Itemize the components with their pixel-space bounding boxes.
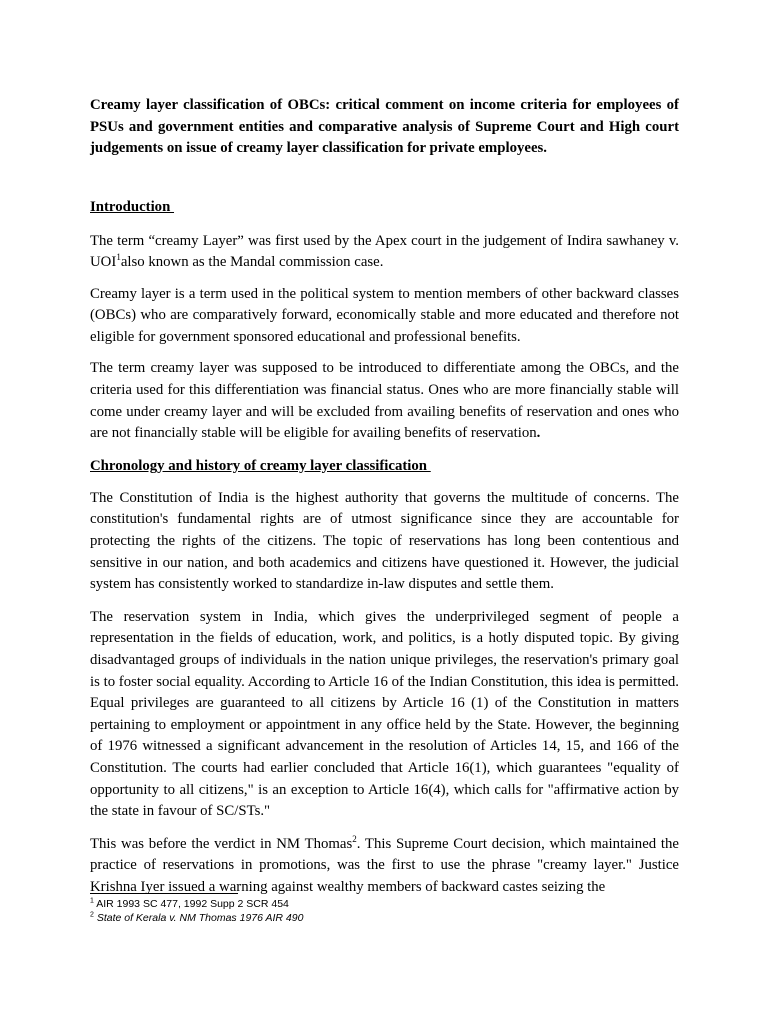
paragraph-nm-thomas (90, 834, 679, 899)
footnote-number: 2 (90, 911, 94, 919)
footnote-number: 1 (90, 897, 94, 905)
paragraph-text: The term creamy layer was supposed to be introduced to differentiate among the OBCs, and the criteria used for this differentiation was financial status. Ones who are more financially stable will come under creamy layer and will be excluded from availing benefits of reservation and ones who are not financially stable will be eligible for availing benefits of reservation (90, 360, 679, 442)
footnote-text: State of Kerala v. NM Thomas 1976 AIR 490 (93, 912, 304, 924)
paragraph-text: This was before the verdict in NM Thomas (90, 835, 353, 852)
paragraph-constitution: The Constitution of India is the highest authority that governs the multitude of concerns. The constitution's fundamental rights are of utmost significance since they are accountable for protecting the rights of the citizens. The topic of reservations has long been contentious and sensitive in our nation, and both academics and citizens have questioned it. However, the judicial system has consistently worked to standardize in-law disputes and settle them. (90, 489, 679, 593)
paragraph-creamy-layer-definition: Creamy layer is a term used in the political system to mention members of other backward classes (OBCs) who are comparatively forward, economically stable and more educated and therefore not eligible for government sponsored educational and professional benefits. (90, 285, 679, 345)
paragraph-reservation-system: The reservation system in India, which gives the underprivileged segment of people a representation in the fields of education, work, and politics, is a hotly disputed topic. By giving disadvantaged groups of individuals in the nation unique privileges, the reservation's primary goal is to foster social equality. According to Article 16 of the Indian Constitution, this idea is permitted. Equal privileges are guaranteed to all citizens by Article 16 (1) of the Constitution in matters pertaining to employment or appointment in any office held by the State. However, the beginning of 1976 witnessed a significant advancement in the resolution of Articles 14, 15, and 166 of the Constitution. The courts had earlier concluded that Article 16(1), which guarantees "equality of opportunity to all citizens," is an exception to Article 16(4), which calls for "affirmative action by the state in favour of SC/STs." (90, 608, 679, 820)
section-heading-introduction: Introduction (90, 198, 175, 215)
footnote-divider (90, 893, 238, 894)
paragraph-creamy-layer-purpose (90, 358, 679, 444)
paragraph-text: The term “creamy Layer” was first used by the Apex court in the judgement of Indira sawhaney v. UOI (90, 232, 679, 271)
footnotes (90, 893, 679, 925)
footnote-ref-1[interactable]: 1 (116, 252, 121, 263)
paragraph-text: . This Supreme Court decision, which maintained the practice of reservations in promotions, was the first to use the phrase "creamy layer." Justice Krishna Iyer issued a warning against wealthy members of backward castes seizing the (90, 835, 679, 895)
paragraph-text: also known as the Mandal commission case. (120, 254, 384, 271)
footnote-1 (90, 897, 679, 911)
footnote-2 (90, 911, 679, 925)
paragraph-end-period: . (536, 425, 541, 442)
section-heading-chronology: Chronology and history of creamy layer classification (90, 457, 431, 474)
document-page (90, 95, 679, 899)
footnote-ref-2[interactable]: 2 (352, 833, 357, 844)
document-title: Creamy layer classification of OBCs: critical comment on income criteria for employees of PSUs and government entities and comparative analysis of Supreme Court and High court judgements on issue of creamy layer classification for private employees. (90, 97, 679, 156)
paragraph-creamy-layer-origin (90, 231, 679, 274)
footnote-text: AIR 1993 SC 477, 1992 Supp 2 SCR 454 (93, 898, 289, 910)
